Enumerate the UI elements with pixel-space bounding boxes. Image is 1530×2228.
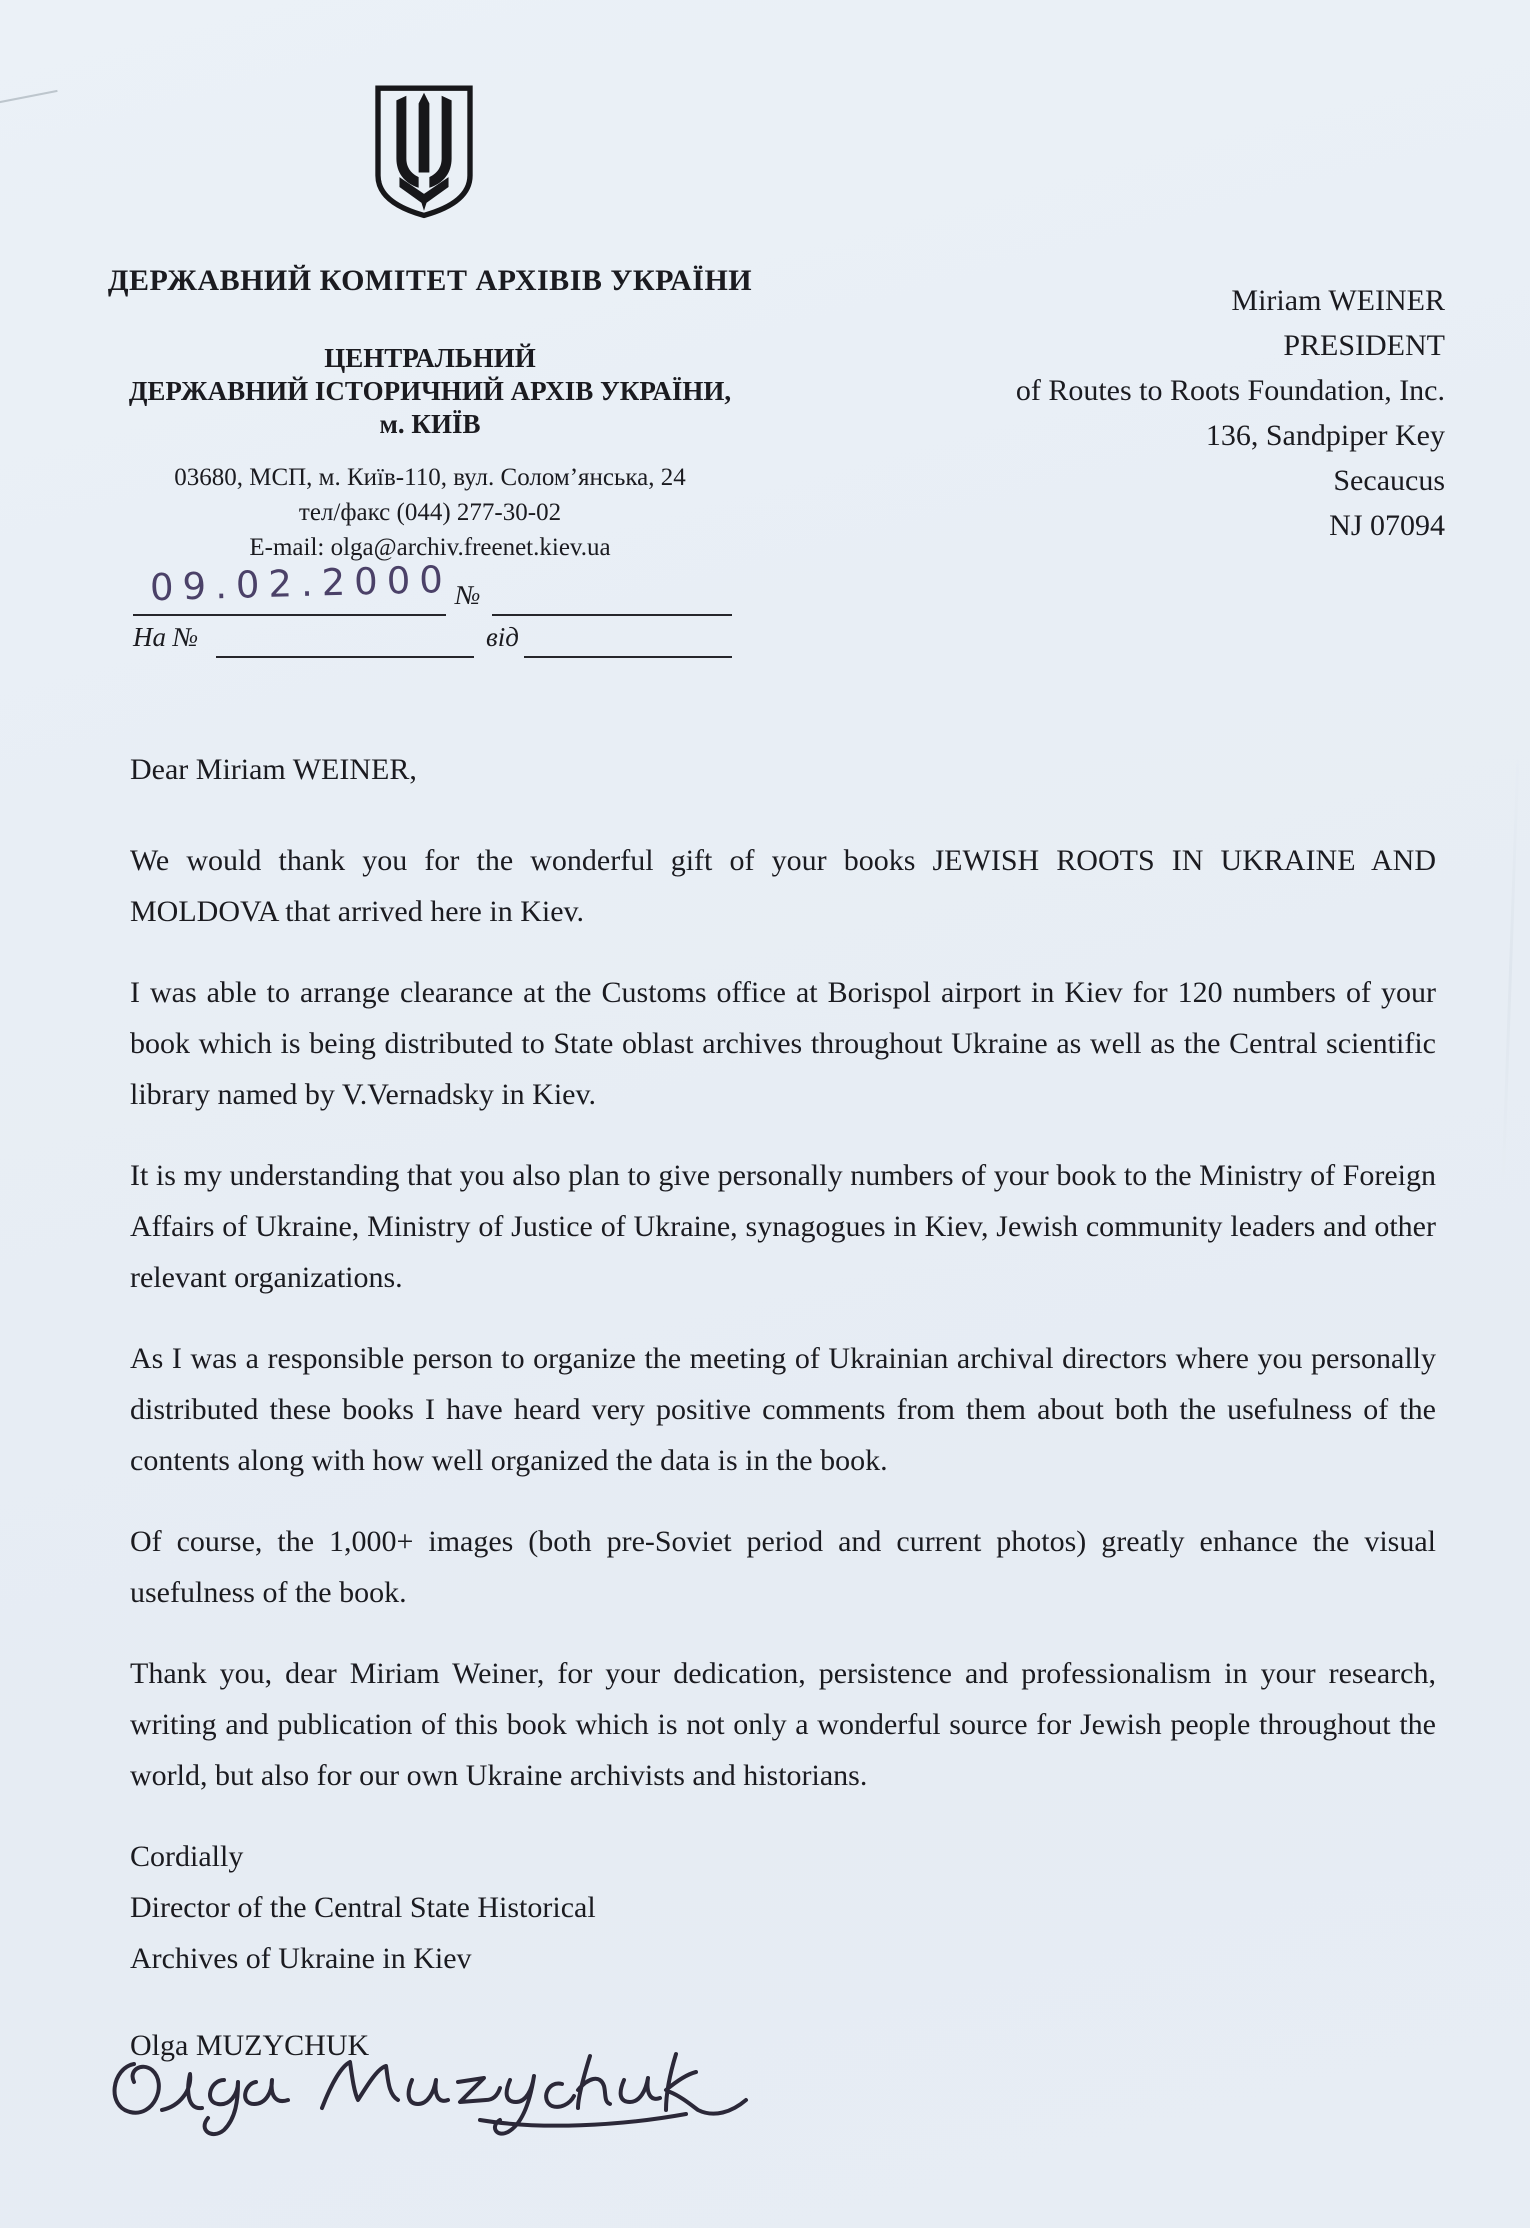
scan-crease-artifact <box>1502 760 1520 1180</box>
recipient-organization: of Routes to Roots Foundation, Inc. <box>1015 374 1445 407</box>
recipient-street: 136, Sandpiper Key <box>1205 419 1445 452</box>
recipient-state-zip: NJ 07094 <box>1329 509 1445 542</box>
scan-scratch-artifact <box>0 90 58 104</box>
recipient-city: Secaucus <box>1333 464 1445 497</box>
letterhead-organization-title <box>95 342 765 441</box>
reply-from-label: від <box>486 622 519 652</box>
handwritten-date: 09.02.2000 <box>149 557 453 610</box>
letterhead-phone: тел/факс (044) 277-30-02 <box>298 499 562 526</box>
paragraph-4: As I was a responsible person to organize the meeting of Ukrainian archival directors where you personally distributed these books I have heard very positive comments from them about both the usefulness of the contents along with how well organized the data is in the book. <box>130 1342 1436 1477</box>
handwritten-signature <box>100 2020 750 2145</box>
sender-title-line-1: Director of the Central State Historical <box>130 1891 596 1924</box>
paragraph-2: I was able to arrange clearance at the Customs office at Borispol airport in Kiev for 120 numbers of your book which is being distributed to State oblast archives throughout Ukraine as well as the Central scientific library named by V.Vernadsky in Kiev. <box>130 976 1436 1111</box>
paragraph-6: Thank you, dear Miriam Weiner, for your dedication, persistence and professionalism in your research, writing and publication of this book which is not only a wonderful source for Jewish people throughout the world, but also for our own Ukraine archivists and historians. <box>130 1657 1436 1792</box>
org-line-3: м. КИЇВ <box>379 409 481 439</box>
org-line-2: ДЕРЖАВНИЙ ІСТОРИЧНИЙ АРХІВ УКРАЇНИ, <box>128 376 732 406</box>
sender-title-line-2: Archives of Ukraine in Kiev <box>130 1942 472 1975</box>
letter-body <box>130 744 1436 2071</box>
paragraph-1: We would thank you for the wonderful gift of your books JEWISH ROOTS IN UKRAINE AND MOLDOVA that arrived here in Kiev. <box>130 844 1436 928</box>
reply-number-underline <box>216 656 474 658</box>
date-underline <box>133 614 446 616</box>
recipient-name: Miriam WEINER <box>1231 284 1445 317</box>
letterhead-address: 03680, МСП, м. Київ-110, вул. Солом’янська, 24 <box>174 464 686 491</box>
ukraine-trident-emblem-icon <box>370 82 478 220</box>
letterhead-contact-block <box>95 460 765 565</box>
paragraph-5: Of course, the 1,000+ images (both pre-Soviet period and current photos) greatly enhance the visual usefulness of the book. <box>130 1525 1436 1609</box>
letterhead-email: E-mail: olga@archiv.freenet.kiev.ua <box>249 534 611 561</box>
letterhead-committee-title: ДЕРЖАВНИЙ КОМІТЕТ АРХІВІВ УКРАЇНИ <box>107 264 753 297</box>
number-label: № <box>455 580 481 610</box>
valediction: Cordially <box>130 1840 244 1873</box>
org-line-1: ЦЕНТРАЛЬНИЙ <box>324 343 536 373</box>
recipient-address-block <box>885 278 1445 548</box>
recipient-title: PRESIDENT <box>1283 329 1445 362</box>
reply-to-number-label: На № <box>133 622 199 652</box>
reply-date-underline <box>524 656 732 658</box>
number-underline <box>492 614 732 616</box>
salutation: Dear Miriam WEINER, <box>130 753 417 786</box>
paragraph-3: It is my understanding that you also plan to give personally numbers of your book to the Ministry of Foreign Affairs of Ukraine, Ministry of Justice of Ukraine, synagogues in Kiev, Jewish community leaders and other relevant organizations. <box>130 1159 1436 1294</box>
sender-typed-name: Olga MUZYCHUK <box>130 2029 370 2062</box>
